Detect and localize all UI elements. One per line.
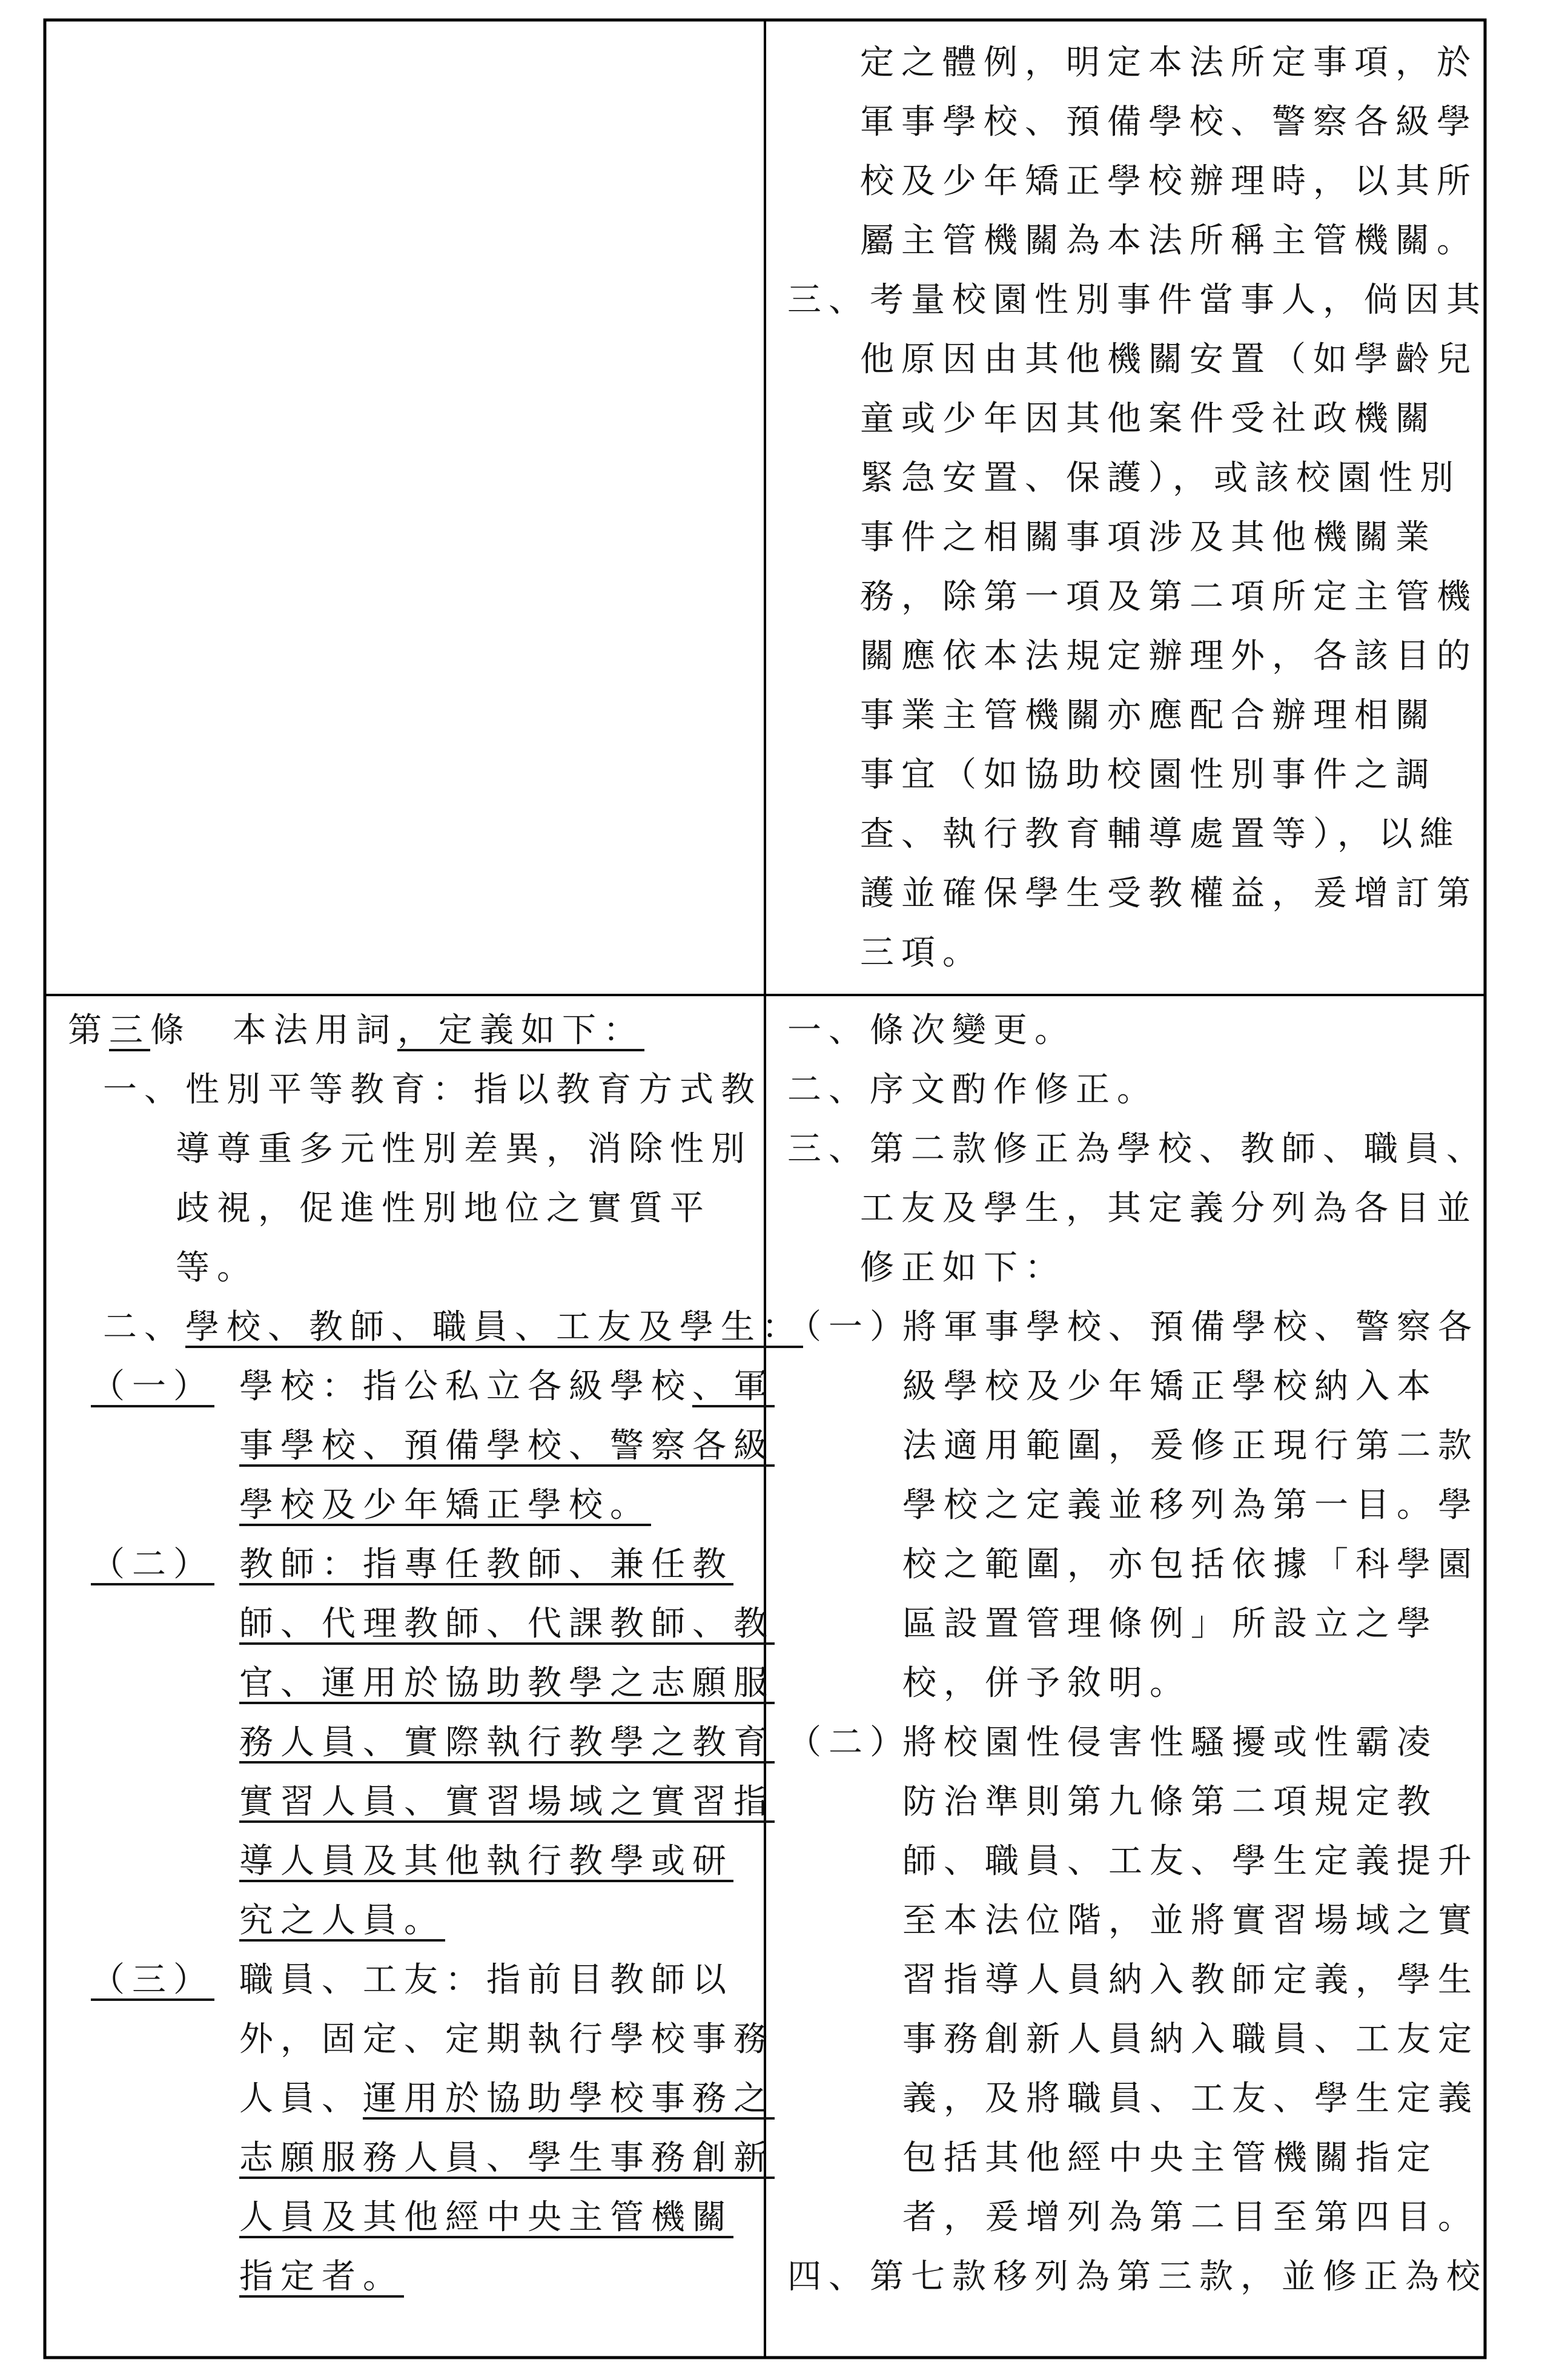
text-line: 事學校、預備學校、警察各級 xyxy=(239,1426,775,1466)
text-line: 四、第七款移列為第三款，並修正為校 xyxy=(787,2257,1487,2296)
sub-item-label: （三） xyxy=(91,1960,214,2000)
text-line: 事件之相關事項涉及其他機關業 xyxy=(860,518,1437,557)
text-line: 人員、運用於協助學校事務之 xyxy=(239,2079,775,2118)
text-line: 習指導人員納入教師定義，學生 xyxy=(902,1960,1479,2000)
text-line: 法適用範圍，爰修正現行第二款 xyxy=(902,1426,1479,1466)
text-line: 事宜（如協助校園性別事件之調 xyxy=(860,755,1437,795)
text-line: 定之體例，明定本法所定事項，於 xyxy=(860,43,1478,82)
sub-item-label: （二） xyxy=(91,1545,214,1584)
sub-item-label: （二） xyxy=(787,1723,911,1762)
text-line: 學校及少年矯正學校。 xyxy=(239,1486,651,1525)
text-line: 緊急安置、保護），或該校園性別 xyxy=(860,458,1461,498)
text-line: 學校之定義並移列為第一目。學 xyxy=(902,1486,1479,1525)
text-line: 究之人員。 xyxy=(239,1901,445,1940)
text-line: 他原因由其他機關安置（如學齡兒 xyxy=(860,340,1478,379)
text-line: 人員及其他經中央主管機關 xyxy=(239,2198,733,2237)
text-line: 級學校及少年矯正學校納入本 xyxy=(902,1367,1438,1406)
text-line: 外，固定、定期執行學校事務 xyxy=(239,2020,775,2059)
text-line: 校，併予敘明。 xyxy=(902,1664,1191,1703)
text-line: 學校：指公私立各級學校、軍 xyxy=(239,1367,775,1406)
text-line: 事務創新人員納入職員、工友定 xyxy=(902,2020,1479,2059)
sub-item-label: （一） xyxy=(787,1307,911,1347)
text-line: 關應依本法規定辦理外，各該目的 xyxy=(860,636,1478,676)
text-line: 事業主管機關亦應配合辦理相關 xyxy=(860,696,1437,735)
text-line: 屬主管機關為本法所稱主管機關。 xyxy=(860,221,1478,260)
text-line: 師、職員、工友、學生定義提升 xyxy=(902,1842,1479,1881)
text-line: 三、第二款修正為學校、教師、職員、 xyxy=(787,1129,1487,1169)
text-line: 師、代理教師、代課教師、教 xyxy=(239,1604,775,1644)
text-line: 童或少年因其他案件受社政機關 xyxy=(860,399,1437,438)
text-line: 義，及將職員、工友、學生定義 xyxy=(902,2079,1479,2118)
text-line: 校之範圍，亦包括依據「科學園 xyxy=(902,1545,1479,1584)
text-line: 教師：指專任教師、兼任教 xyxy=(239,1545,733,1584)
text-line: 歧視，促進性別地位之實質平 xyxy=(176,1189,711,1228)
text-line: 二、學校、教師、職員、工友及學生： xyxy=(103,1307,803,1347)
text-line: 三、考量校園性別事件當事人，倘因其 xyxy=(787,280,1487,320)
text-line: 指定者。 xyxy=(239,2257,404,2296)
text-line: 實習人員、實習場域之實習指 xyxy=(239,1782,775,1822)
text-line: 防治準則第九條第二項規定教 xyxy=(902,1782,1438,1822)
text-line: 者，爰增列為第二目至第四目。 xyxy=(902,2198,1479,2237)
text-line: 等。 xyxy=(176,1248,258,1288)
text-line: 區設置管理條例」所設立之學 xyxy=(902,1604,1438,1644)
text-line: 包括其他經中央主管機關指定 xyxy=(902,2138,1438,2178)
text-line: 一、性別平等教育：指以教育方式教 xyxy=(103,1070,762,1109)
text-line: 校及少年矯正學校辦理時，以其所 xyxy=(860,162,1478,201)
text-line: 二、序文酌作修正。 xyxy=(787,1070,1158,1109)
text-line: 修正如下： xyxy=(860,1248,1066,1288)
text-line: 志願服務人員、學生事務創新 xyxy=(239,2138,775,2178)
text-line: 至本法位階，並將實習場域之實 xyxy=(902,1901,1479,1940)
text-line: 護並確保學生受教權益，爰增訂第 xyxy=(860,874,1478,913)
text-line: 導人員及其他執行教學或研 xyxy=(239,1842,733,1881)
text-line: 將校園性侵害性騷擾或性霸凌 xyxy=(902,1723,1438,1762)
text-line: 務，除第一項及第二項所定主管機 xyxy=(860,577,1478,616)
text-line: 務人員、實際執行教學之教育 xyxy=(239,1723,775,1762)
text-line: 職員、工友：指前目教師以 xyxy=(239,1960,733,2000)
article-heading: 第三條 本法用詞，定義如下： xyxy=(68,1011,644,1050)
text-line: 導尊重多元性別差異，消除性別 xyxy=(176,1129,752,1169)
text-line: 官、運用於協助教學之志願服 xyxy=(239,1664,775,1703)
text-line: 查、執行教育輔導處置等），以維 xyxy=(860,815,1461,854)
text-line: 三項。 xyxy=(860,933,984,973)
text-line: 工友及學生，其定義分列為各目並 xyxy=(860,1189,1478,1228)
text-line: 將軍事學校、預備學校、警察各 xyxy=(902,1307,1479,1347)
text-line: 軍事學校、預備學校、警察各級學 xyxy=(860,102,1478,142)
text-line: 一、條次變更。 xyxy=(787,1011,1076,1050)
sub-item-label: （一） xyxy=(91,1367,214,1406)
